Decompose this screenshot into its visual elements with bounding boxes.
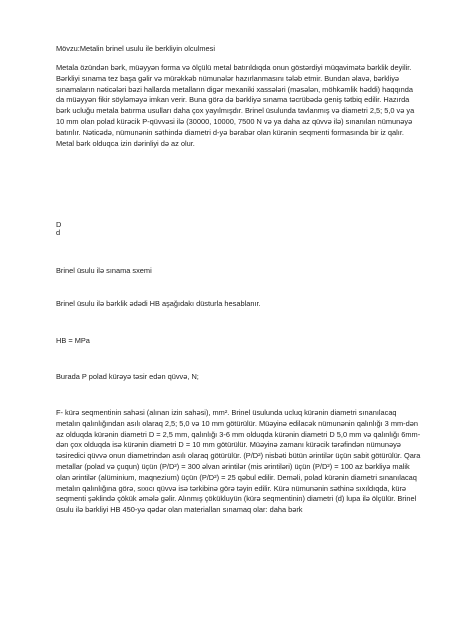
document-title: Mövzu:Metalin brinel usulu ile berkliyin olculmesi	[56, 44, 215, 53]
figure-caption: Brinel üsulu ilə sınama sxemi	[56, 266, 152, 275]
label-d: d	[56, 228, 61, 237]
intro-paragraph: Metala özündən bərk, müəyyən forma və ölçülü metal batırıldıqda onun göstərdiyi müqavimətə bərklik deyilir. Bərkliyi sınama tez başa gəlir və mürəkkəb nümunələr hazırlanmasını tələb etmir. Bundan əlavə, bərkliyə sınamaların nəticələri bəzi hallarda metalların digər mexaniki xassələri (məsələn, möhkəmlik həddi) haqqında da müəyyən fikir söyləməyə imkan verir. Buna görə də bərkliyə sınama təcrübədə geniş tətbiq edilir. Hazırda bərk ucluğu metala batırma usulları daha çox yayılmışdır. Brinel üsulunda tavlanmış və diametri 2,5; 5,0 və ya 10 mm olan polad kürəcik P-qüvvəsi ilə (30000, 10000, 7500 N və ya daha az qüvvə ilə) sınanılan nümunəyə batırılır. Nəticədə, nümunənin səthində diametri d-yə bərabər olan kürənin seqmenti formasında bir iz qalır. Metal bərk olduqca izin dərinliyi də az olur.	[56, 63, 415, 148]
formula: HB = MPa	[56, 336, 90, 345]
label-D: D	[56, 220, 62, 229]
formula-intro: Brinel üsulu ilə bərklik ədədi HB aşağıdakı düsturla hesablanır.	[56, 299, 261, 308]
definition-P: Burada P polad kürəyə təsir edən qüvvə, N;	[56, 372, 199, 381]
body-paragraph: F- kürə seqmentinin sahəsi (alınan izin sahəsi), mm². Brinel üsulunda ucluq kürənin diametri sınanılacaq metalın qalınlığından asılı olaraq 2,5; 5,0 və 10 mm götürülür. Müəyinə edilacək nümunənin qalınlığı 3 mm-dən az olduqda kürənin diametri D = 2,5 mm, qalınlığı 3-6 mm olduqda kürənin diametri D 5,0 mm və qalınlığı 6mm-dən çox olduqda isə kürənin diametri D = 10 mm götürülür. Müəyinə zamanı kürəcik tərəfindən nümunəyə təsiredici qüvvə onun diametrindən asılı olaraq götürülür. (P/D²) nisbəti bütün ərintilər üçün sabit götürülür. Qara metallar (polad və çuqun) üçün (P/D²) = 300 əlvan ərintilər (mis ərintiləri) üçün (P/D²) = 100 az bərkliyə malik olan ərintilər (alüminium, maqnezium) üçün (P/D²) = 25 qəbul edilir. Deməli, polad kürənin diametri sınanılacaq metalın qalınlığına görə, sıxıcı qüvvə isə tərkibinə görə təyin edilir. Kürə nümunənin səthinə sıxıldıqda, kürə seqmenti şəklində çökük əmələ gəlir. Alınmış çökükluyün (kürə seqmentinin) diametri (d) lupa ilə ölçülür. Brinel üsulu ilə bərkliyi HB 450-yə qədər olan materialları sınamaq olar: daha bərk	[56, 408, 421, 515]
